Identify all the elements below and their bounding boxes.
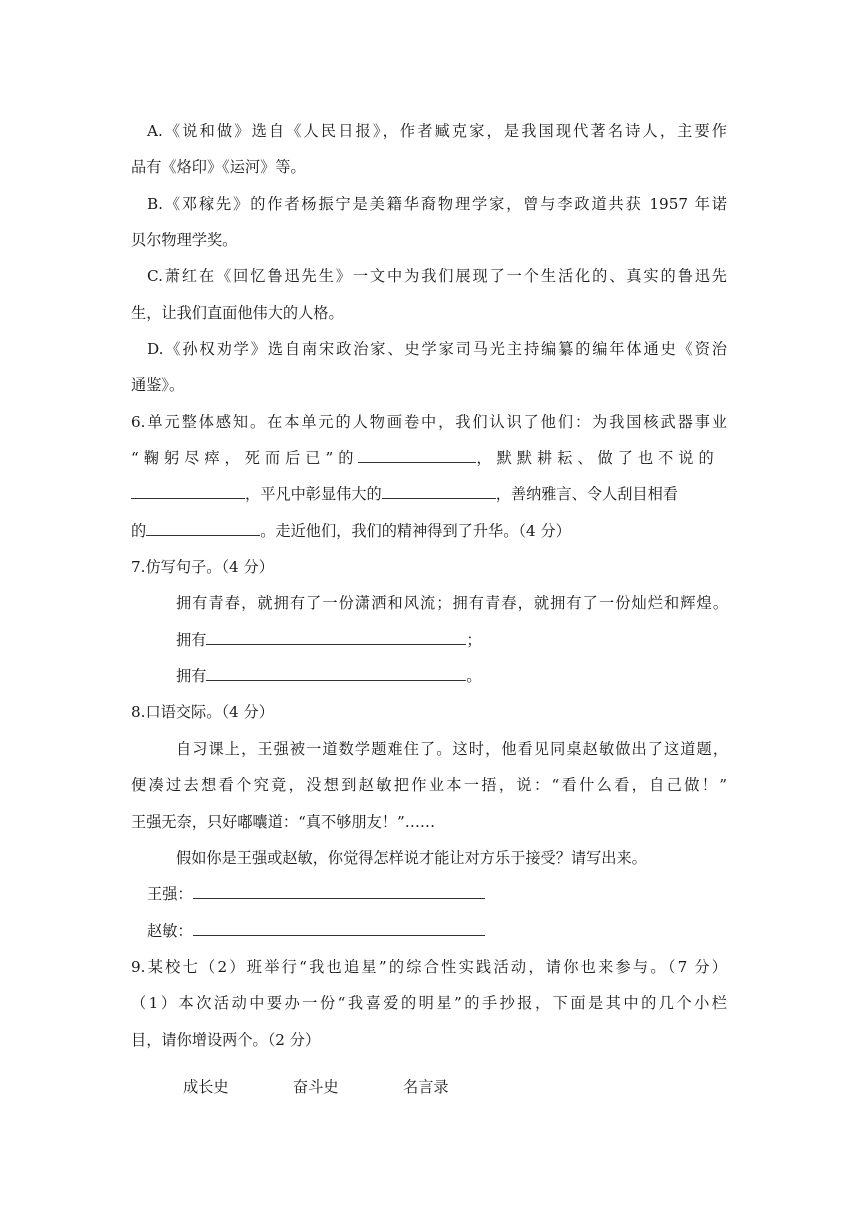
q8-blank-wang[interactable] [193,884,485,899]
q8-story-line1: 自习课上，王强被一道数学题难住了。这时，他看见同桌赵敏做出了这道题， [176,740,728,758]
q8-answer-zhao [147,921,485,941]
q6-blank-4[interactable] [146,521,260,536]
q8-label-wang: 王强： [147,885,193,903]
option-d-line2: 通鉴》。 [131,376,185,394]
q6-line3 [131,484,678,504]
q6-line1: 6.单元整体感知。在本单元的人物画卷中，我们认识了他们：为我国核武器事业 [131,413,727,431]
q7-prompt-1: 拥有 [176,631,207,649]
column-growth-history: 成长史 [183,1078,229,1096]
q7-answer-line-2 [176,666,482,686]
q7-prompt-2: 拥有 [176,667,207,685]
q7-end-1: ； [466,631,482,649]
q8-label-zhao: 赵敏： [147,922,193,940]
q8-title: 8.口语交际。（4 分） [131,703,274,721]
q8-question: 假如你是王强或赵敏，你觉得怎样说才能让对方乐于接受？请写出来。 [176,849,647,867]
q6-blank-1[interactable] [358,448,476,463]
q6-line2-text-b: ，默默耕耘、做了也不说的 [476,449,719,467]
q6-line3-text-a: ，平凡中彰显伟大的 [245,485,382,503]
q9-title: 9.某校七（2）班举行“我也追星”的综合性实践活动，请你也来参与。（7 分） [131,958,727,976]
q8-story-line2: 便凑过去想看个究竟，没想到赵敏把作业本一捂，说：“看什么看，自己做！” [131,776,727,794]
q7-end-2: 。 [466,667,482,685]
option-d-line1: D.《孙权劝学》选自南宋政治家、史学家司马光主持编纂的编年体通史《资治 [147,340,727,358]
q9-sub1-line1: （1）本次活动中要办一份“我喜爱的明星”的手抄报，下面是其中的几个小栏 [131,994,727,1012]
q6-blank-3[interactable] [382,484,496,499]
q7-blank-2[interactable] [206,666,466,681]
q7-answer-line-1 [176,630,482,650]
q9-sub1-line2: 目，请你增设两个。（2 分） [131,1031,321,1049]
q8-answer-wang [147,884,485,904]
q6-blank-2[interactable] [131,484,245,499]
option-b-line1: B.《邓稼先》的作者杨振宁是美籍华裔物理学家，曾与李政道共获 1957 年诺 [147,195,727,213]
option-a-line2: 品有《烙印》《运河》等。 [131,158,306,176]
option-b-line2: 贝尔物理学奖。 [131,231,238,249]
option-c-line1: C.萧红在《回忆鲁迅先生》一文中为我们展现了一个生活化的、真实的鲁迅先 [147,267,727,285]
q7-blank-1[interactable] [206,630,466,645]
q8-story-line3: 王强无奈，只好嘟囔道：“真不够朋友！”…… [131,813,436,831]
q6-line2-text-a: “鞠躬尽瘁，死而后已”的 [131,449,359,467]
column-quotes: 名言录 [403,1078,449,1096]
q7-example: 拥有青春，就拥有了一份潇洒和风流；拥有青春，就拥有了一份灿烂和辉煌。 [176,594,728,612]
q7-title: 7.仿写句子。（4 分） [131,558,274,576]
q6-line4 [131,521,571,541]
column-struggle-history: 奋斗史 [293,1078,339,1096]
q6-line2 [131,448,719,468]
q6-line4-text-a: 的 [131,522,147,540]
q6-line4-text-b: 。走近他们，我们的精神得到了升华。（4 分） [260,522,571,540]
q8-blank-zhao[interactable] [193,921,485,936]
option-c-line2: 生，让我们直面他伟大的人格。 [131,304,344,322]
option-a-line1: A.《说和做》选自《人民日报》，作者臧克家，是我国现代著名诗人，主要作 [147,122,727,140]
q6-line3-text-b: ，善纳雅言、令人刮目相看 [495,485,678,503]
